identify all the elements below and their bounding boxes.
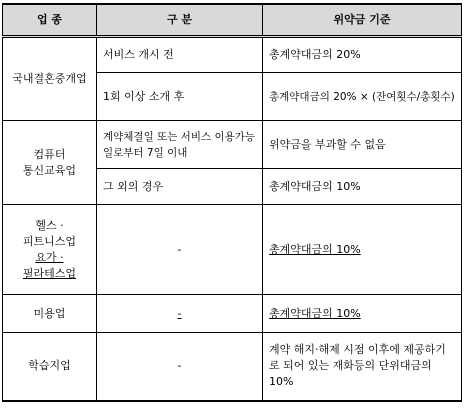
table-row (3, 295, 462, 333)
industry-tutoring: 학습지업 (3, 333, 97, 401)
industry-marriage: 국내결혼중개업 (3, 37, 97, 121)
industry-line: 필라테스업 (22, 266, 77, 280)
industry-beauty: 미용업 (3, 295, 97, 333)
category-cell: 서비스 개시 전 (97, 37, 263, 73)
industry-line: 헬스 · (35, 218, 64, 232)
penalty-table (2, 3, 462, 402)
category-cell: 1회 이상 소개 후 (97, 73, 263, 121)
industry-computer (3, 121, 97, 205)
category-cell: 그 외의 경우 (97, 169, 263, 205)
industry-line: 통신교육업 (22, 163, 77, 177)
table-row (3, 37, 462, 73)
category-cell: - (97, 333, 263, 401)
category-cell: - (97, 205, 263, 295)
penalty-cell: 계약 해지·해제 시점 이후에 제공하기로 되어 있는 재화등의 단위대금의 10% (263, 333, 462, 401)
industry-line: 컴퓨터 (33, 147, 66, 161)
penalty-cell: 총계약대금의 10% (263, 169, 462, 205)
table-row (3, 205, 462, 295)
industry-line: 피트니스업 (22, 234, 77, 248)
category-cell: 계약체결일 또는 서비스 이용가능일로부터 7일 이내 (97, 121, 263, 169)
table-row (3, 121, 462, 169)
header-industry: 업 종 (3, 4, 97, 37)
table-row (3, 333, 462, 401)
industry-line: 요가 · (35, 250, 64, 264)
penalty-cell: 총계약대금의 20% × (잔여횟수/총횟수) (263, 73, 462, 121)
penalty-cell: 총계약대금의 10% (263, 295, 462, 333)
header-penalty: 위약금 기준 (263, 4, 462, 37)
penalty-cell: 총계약대금의 10% (263, 205, 462, 295)
category-cell: - (97, 295, 263, 333)
industry-health (3, 205, 97, 295)
header-category: 구 분 (97, 4, 263, 37)
penalty-cell: 총계약대금의 20% (263, 37, 462, 73)
header-row (3, 4, 462, 37)
penalty-cell: 위약금을 부과할 수 없음 (263, 121, 462, 169)
